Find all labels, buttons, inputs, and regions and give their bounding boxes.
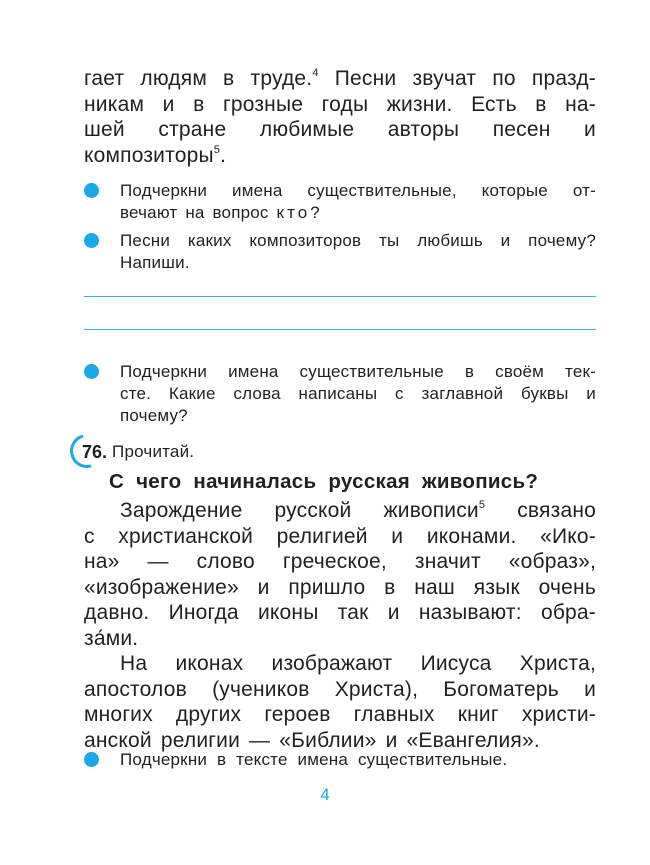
task-underline-nouns-own-text <box>84 361 596 427</box>
task-text: Подчеркни в тексте имена существительные. <box>120 750 508 769</box>
text-line: с христианской религией и иконами. «Ико- <box>84 524 596 548</box>
text-line: многих других героев главных книг христи- <box>84 703 596 726</box>
exercise-number: 76. <box>82 441 108 462</box>
text-fragment: гает людям в труде. <box>84 67 313 90</box>
text-fragment: . <box>220 143 227 167</box>
intro-paragraph <box>84 66 596 168</box>
text-line: никам и в грозные годы жизни. Есть в на- <box>84 92 596 116</box>
text-fragment: Песни звучат по празд- <box>318 67 596 90</box>
text-line: На иконах изображают Иисуса Христа, <box>120 652 596 675</box>
text-line: анской религии — «Библии» и «Евангелия». <box>84 728 540 752</box>
bullet-circle-icon <box>84 233 99 248</box>
exercise-header <box>76 438 194 466</box>
emphasis-word: кто <box>276 203 311 222</box>
text-line: Подчеркни имена существительные, которые от- <box>120 181 596 200</box>
footnote-marker: 4 <box>312 67 319 79</box>
task-favorite-composers <box>84 230 596 274</box>
text-fragment: вечают на вопрос <box>120 203 277 222</box>
text-line <box>84 498 596 524</box>
text-line: Песни каких композиторов ты любишь и почему? <box>120 231 596 250</box>
text-line: шей стране любимые авторы песен и <box>84 118 596 141</box>
bullet-circle-icon <box>84 183 99 198</box>
text-fragment: Зарождение русской живописи <box>120 499 479 522</box>
footnote-marker: 5 <box>213 143 221 156</box>
text-fragment: композиторы <box>84 143 214 167</box>
reading-paragraph-2 <box>84 651 596 753</box>
text-line <box>120 202 596 224</box>
page-number: 4 <box>320 785 330 804</box>
text-line: за́ми. <box>84 626 139 650</box>
text-title: С чего начиналась русская живопись? <box>109 470 539 493</box>
text-line: сте. Какие слова написаны с заглавной буквы и <box>120 384 596 403</box>
text-line <box>84 66 596 92</box>
exercise-number-badge <box>76 438 107 466</box>
footnote-marker: 5 <box>478 499 486 511</box>
text-line: почему? <box>120 406 188 425</box>
bullet-circle-icon <box>84 752 99 767</box>
text-line <box>84 143 596 169</box>
text-fragment: ? <box>310 203 320 222</box>
text-line: «изображение» и пришло в наш язык очень <box>84 575 596 599</box>
text-line: Напиши. <box>120 253 190 272</box>
answer-line-1[interactable] <box>84 296 596 297</box>
text-line: апостолов (учеников Христа), Богоматерь и <box>84 677 596 701</box>
answer-line-2[interactable] <box>84 329 596 330</box>
text-line: давно. Иногда иконы так и называют: обра- <box>84 601 596 624</box>
task-underline-nouns-who <box>84 180 596 224</box>
text-line: Подчеркни имена существительные в своём тек- <box>120 362 596 381</box>
text-fragment: связано <box>485 499 597 522</box>
exercise-instruction: Прочитай. <box>112 442 195 461</box>
reading-paragraph-1 <box>84 498 596 651</box>
bullet-circle-icon <box>84 364 99 379</box>
text-line: на» — слово греческое, значит «образ», <box>84 550 596 573</box>
task-underline-nouns-text <box>84 749 596 771</box>
